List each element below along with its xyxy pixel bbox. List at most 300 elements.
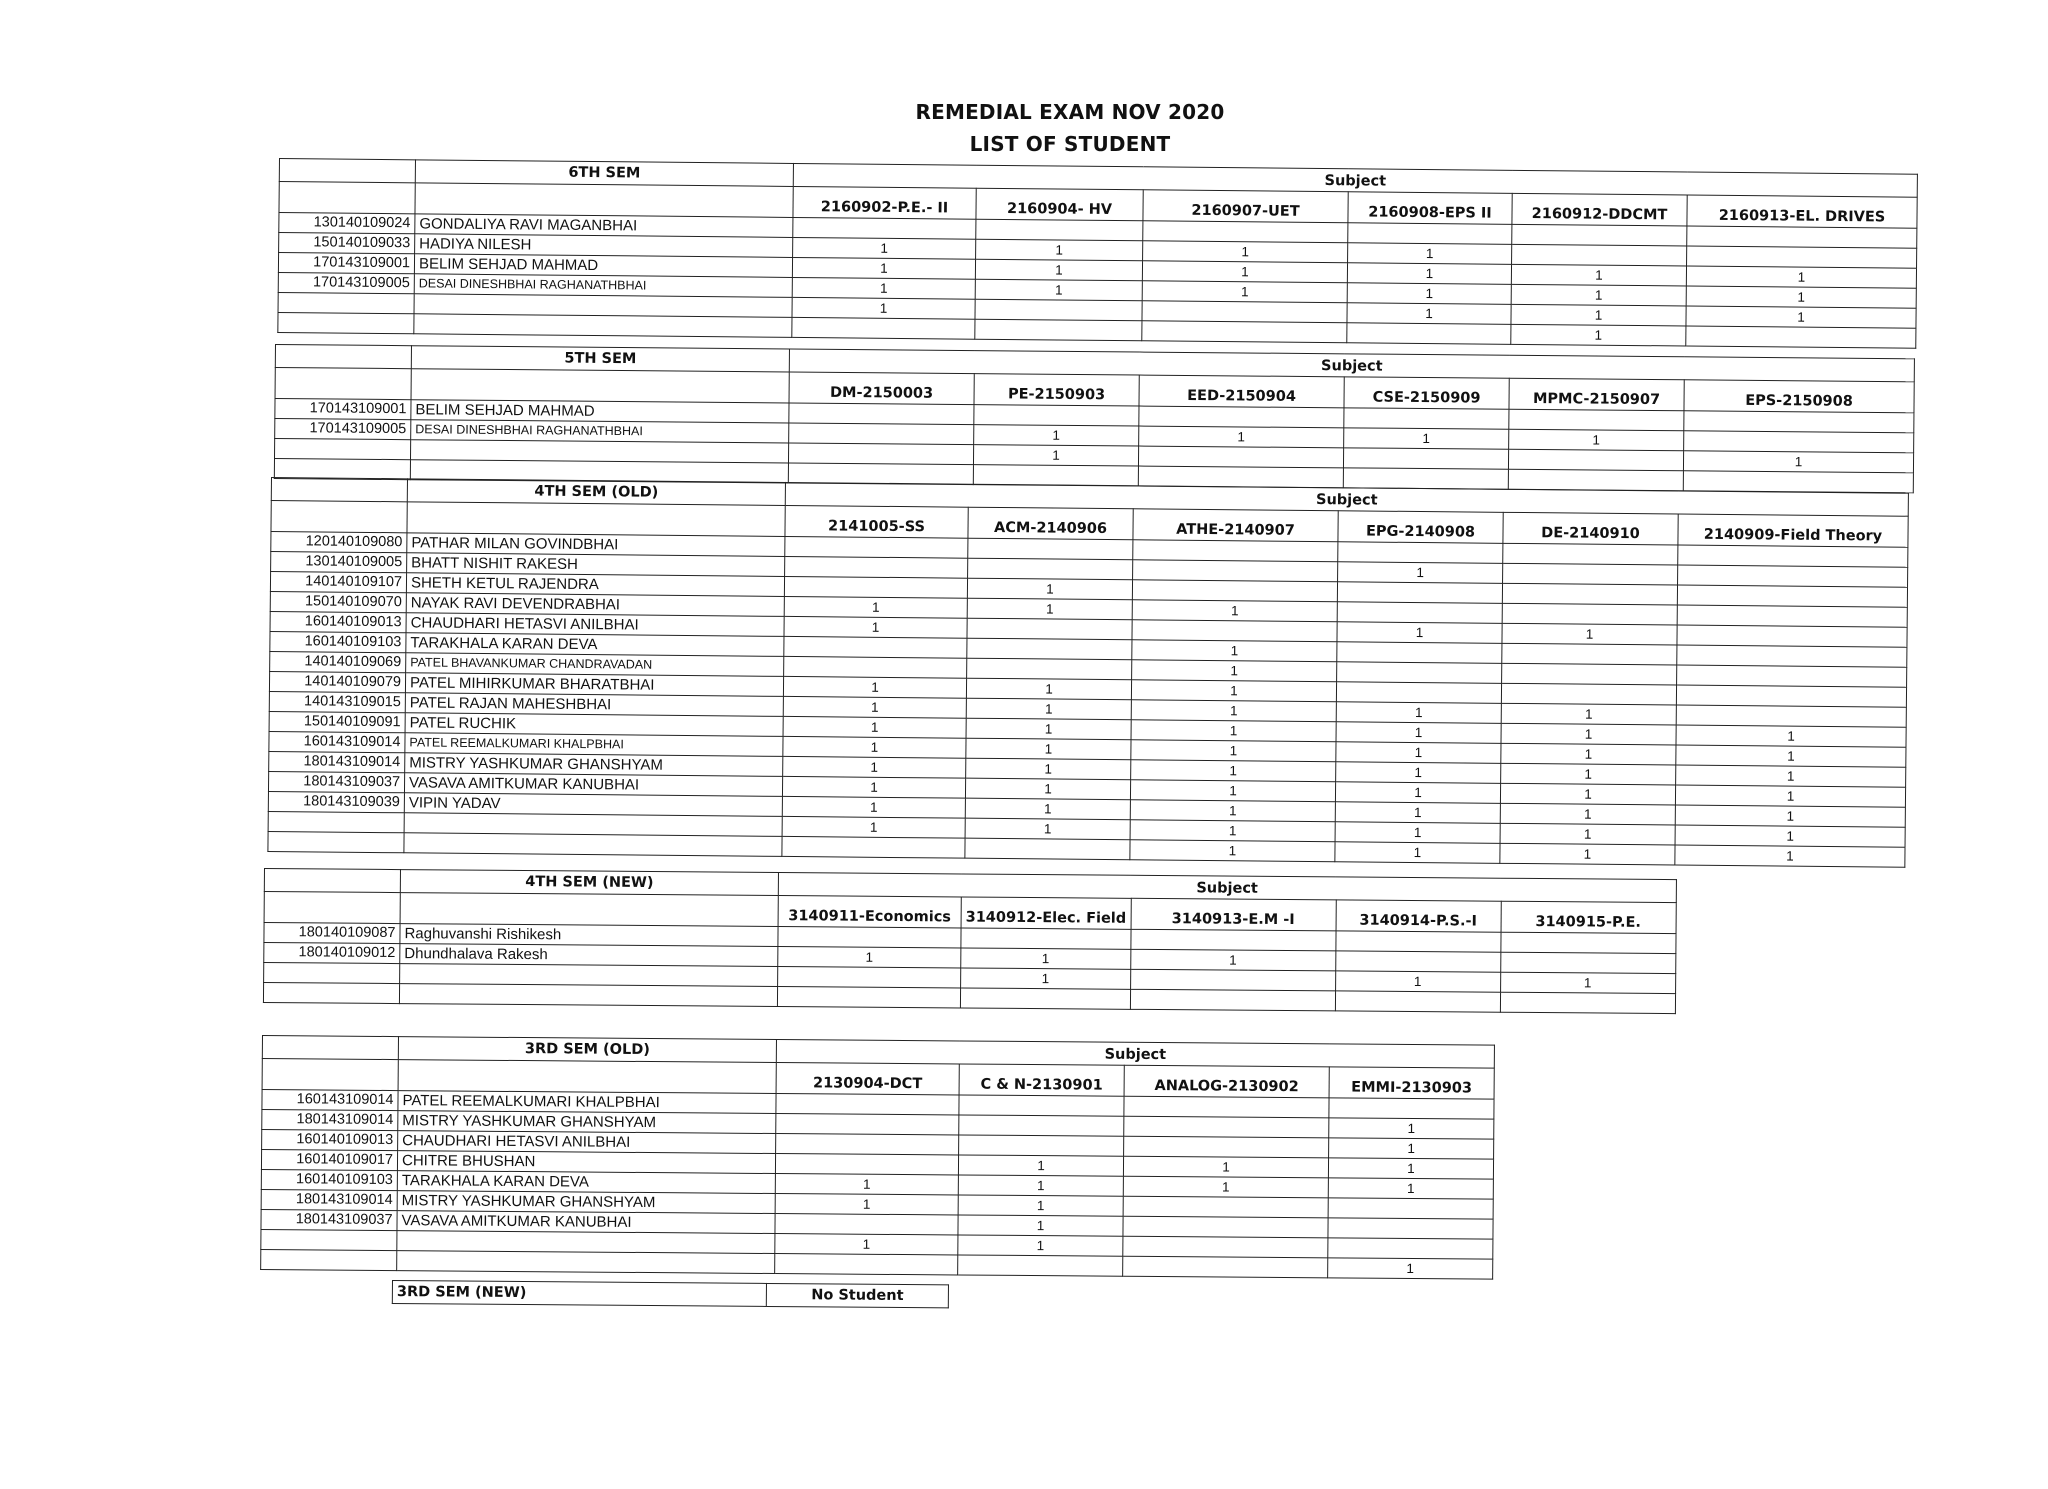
subject-header: EPS-2150908 [1684,380,1914,413]
subject-mark: 1 [1501,763,1676,785]
subject-mark [1500,932,1675,953]
enrollment-number [261,1249,397,1270]
subject-mark: 1 [961,968,1131,989]
subject-mark: 1 [1131,680,1336,702]
subject-mark: 1 [1130,800,1335,822]
document-subtitle: LIST OF STUDENT [969,132,1171,156]
enrollment-number: 120140109080 [271,532,407,553]
subject-mark: 1 [965,818,1130,840]
subject-group-header: Subject [785,482,1908,516]
subject-mark [778,927,961,948]
subject-mark [789,423,974,445]
subject-header: CSE-2150909 [1344,377,1509,409]
subject-mark: 1 [1335,842,1500,864]
subject-mark: 1 [783,736,966,758]
student-name: DESAI DINESHBHAI RAGHANATHBHAI [411,420,789,443]
enrollment-number: 180140109012 [264,943,400,964]
subject-mark: 1 [1143,241,1348,263]
subject-mark: 1 [1676,765,1906,787]
subject-mark: 1 [782,796,965,818]
subject-mark [967,618,1132,640]
subject-mark [1329,1098,1494,1119]
subject-mark [776,1114,959,1135]
subject-header: C & N-2130901 [959,1064,1124,1096]
student-name: PATEL RUCHIK [405,713,783,737]
semester-name: 3RD SEM (OLD) [398,1037,776,1063]
subject-mark: 1 [1336,702,1501,724]
subject-mark: 1 [778,947,961,968]
subject-mark [959,1135,1124,1156]
blank-cell [271,478,407,502]
subject-mark [1678,545,1908,567]
subject-mark [1502,643,1677,665]
student-name: CHAUDHARI HETASVI ANILBHAI [398,1131,776,1154]
subject-mark: 1 [1336,742,1501,764]
subject-mark: 1 [1675,785,1905,807]
subject-mark: 1 [1347,283,1511,305]
subject-mark: 1 [961,948,1131,969]
student-name: MISTRY YASHKUMAR GHANSHYAM [398,1111,776,1134]
subject-mark: 1 [1337,622,1502,644]
blank-cell [275,368,411,400]
subject-mark [1337,662,1502,684]
subject-mark [1328,1238,1493,1259]
subject-mark [792,317,975,339]
subject-mark: 1 [783,716,966,738]
subject-mark [1683,471,1913,493]
subject-mark: 1 [1329,1138,1494,1159]
student-name: SHETH KETUL RAJENDRA [406,573,784,597]
subject-mark: 1 [1338,562,1503,584]
subject-mark [1337,642,1502,664]
subject-mark [1130,929,1335,951]
subject-mark [959,1095,1124,1116]
enrollment-number [268,831,404,852]
subject-mark [959,1115,1124,1136]
enrollment-number [268,811,404,832]
subject-header: 3140912-Elec. Field [961,897,1131,929]
student-name [404,833,782,857]
subject-mark [1677,665,1907,687]
subject-mark: 1 [965,798,1130,820]
subject-mark: 1 [966,758,1131,780]
subject-mark [1676,685,1906,707]
student-name [399,984,777,1007]
enrollment-number: 160143109014 [262,1090,398,1111]
enrollment-number [278,312,414,333]
enrollment-number: 170143109001 [275,399,411,420]
subject-mark: 1 [1328,1258,1493,1279]
subject-mark [784,636,967,658]
semester-name: 4TH SEM (OLD) [407,479,785,506]
enrollment-number: 160143109014 [269,731,405,752]
subject-header: 3140911-Economics [778,896,961,928]
subject-mark [958,1255,1123,1276]
subject-header: 3140915-P.E. [1501,901,1676,933]
student-name: Dhundhalava Rakesh [400,944,778,967]
student-name: CHAUDHARI HETASVI ANILBHAI [406,613,784,637]
subject-mark [776,1094,959,1115]
subject-header: EPG-2140908 [1338,511,1503,544]
subject-header: PE-2150903 [974,374,1139,406]
blank-cell [262,1036,398,1060]
subject-header: 2140909-Field Theory [1678,514,1908,547]
subject-mark: 1 [958,1175,1123,1196]
enrollment-number [278,292,414,313]
subject-mark [1124,1096,1329,1118]
subject-mark [1123,1216,1328,1238]
student-name: HADIYA NILESH [415,234,793,258]
subject-mark: 1 [958,1155,1123,1176]
subject-mark [1335,991,1500,1012]
subject-mark [1328,1218,1493,1239]
subject-mark: 1 [967,598,1132,620]
student-name: VIPIN YADAV [404,793,782,817]
subject-mark [1343,448,1508,469]
enrollment-number: 130140109005 [271,552,407,573]
subject-mark [1130,969,1335,991]
subject-header: 3140914-P.S.-I [1336,900,1501,932]
subject-mark: 1 [1132,640,1337,662]
subject-mark: 1 [782,816,965,838]
subject-mark [1509,409,1684,431]
student-name [414,314,792,338]
subject-mark: 1 [966,738,1131,760]
subject-mark [784,576,967,598]
subject-mark [785,536,968,558]
subject-mark [775,1254,958,1275]
enrollment-number: 180143109014 [269,751,405,772]
subject-mark: 1 [1344,428,1509,449]
subject-mark: 1 [1131,760,1336,782]
subject-mark: 1 [1139,426,1344,448]
subject-mark [1687,226,1917,248]
subject-mark [976,219,1143,241]
subject-mark: 1 [1509,429,1684,451]
student-name: Raghuvanshi Rishikesh [400,924,778,947]
student-name: MISTRY YASHKUMAR GHANSHYAM [397,1191,775,1214]
subject-mark [1503,543,1678,565]
semester-name: 4TH SEM (NEW) [400,870,778,896]
subject-mark [1343,468,1508,489]
subject-mark: 1 [775,1234,958,1255]
semester-table [277,158,1918,349]
subject-mark [1337,602,1502,624]
subject-mark: 1 [775,1194,958,1215]
enrollment-number: 180143109014 [261,1189,397,1210]
subject-mark [1512,244,1687,266]
semester-table [274,344,1915,493]
subject-mark: 1 [1347,303,1511,325]
subject-mark [778,967,961,988]
enrollment-number: 150140109091 [269,711,405,732]
subject-mark [973,465,1138,486]
subject-mark: 1 [783,696,966,718]
blank-cell [264,869,400,893]
subject-mark [1502,603,1677,625]
blank-cell [415,183,793,218]
subject-mark: 1 [792,257,975,279]
subject-header: ATHE-2140907 [1133,509,1338,542]
subject-mark [1142,301,1347,323]
subject-mark [1508,469,1683,491]
student-name [397,1251,775,1274]
subject-mark: 1 [1328,1158,1493,1179]
subject-mark: 1 [1676,745,1906,767]
subject-mark [775,1214,958,1235]
section-6th-sem [277,158,1918,349]
subject-mark [965,838,1130,860]
enrollment-number: 160140109013 [262,1130,398,1151]
subject-mark: 1 [1142,281,1347,303]
subject-mark: 1 [1511,324,1686,346]
section-4th-sem-new [263,868,1677,1014]
subject-mark [1676,705,1906,727]
semester-table [267,477,1909,868]
subject-mark: 1 [1336,762,1501,784]
subject-header: 3140913-E.M -I [1131,898,1336,931]
subject-group-header: Subject [793,163,1917,197]
subject-mark: 1 [1683,451,1913,473]
semester-table [263,868,1677,1014]
student-name: PATEL REEMALKUMARI KHALPBHAI [405,733,783,757]
subject-mark [1677,605,1907,627]
subject-mark [782,836,965,858]
subject-mark [1132,580,1337,602]
subject-mark [1335,931,1500,952]
subject-mark: 1 [1500,783,1675,805]
subject-mark [1133,540,1338,562]
subject-mark: 1 [975,259,1142,281]
subject-mark [960,988,1130,1009]
enrollment-number: 140140109107 [270,572,406,593]
enrollment-number: 160140109103 [270,631,406,652]
subject-mark [776,1134,959,1155]
subject-mark [1123,1256,1328,1278]
student-name: CHITRE BHUSHAN [397,1151,775,1174]
document-title: REMEDIAL EXAM NOV 2020 [915,100,1225,124]
subject-mark [975,319,1142,341]
subject-mark: 1 [1675,805,1905,827]
subject-mark [975,299,1142,321]
subject-header: ACM-2140906 [968,507,1133,540]
student-name: BELIM SEHJAD MAHMAD [414,254,792,278]
subject-mark: 1 [1500,972,1675,993]
subject-mark [1684,411,1914,433]
subject-mark: 1 [1686,286,1916,308]
subject-mark: 1 [966,718,1131,740]
enrollment-number [261,1229,397,1250]
subject-mark [1138,446,1343,468]
subject-mark: 1 [1131,700,1336,722]
student-name: GONDALIYA RAVI MAGANBHAI [415,214,793,238]
subject-mark [1500,992,1675,1013]
subject-mark: 1 [1123,1176,1328,1198]
subject-mark [974,405,1139,426]
subject-mark: 1 [784,616,967,638]
subject-mark: 1 [1500,803,1675,825]
subject-mark: 1 [793,237,976,259]
student-name: PATEL RAJAN MAHESHBHAI [405,693,783,717]
subject-mark: 1 [1132,660,1337,682]
subject-mark: 1 [783,756,966,778]
subject-header: 2160912-DDCMT [1512,193,1687,226]
student-name: TARAKHALA KARAN DEVA [397,1171,775,1194]
subject-mark: 1 [1130,840,1335,862]
subject-header: 2160907-UET [1143,190,1348,223]
student-name: VASAVA AMITKUMAR KANUBHAI [397,1211,775,1234]
subject-mark: 1 [966,678,1131,700]
subject-mark: 1 [1132,600,1337,622]
subject-mark [1143,221,1348,243]
subject-mark [788,443,973,465]
subject-mark [1678,565,1908,587]
subject-mark [1677,645,1907,667]
subject-mark: 1 [1130,820,1335,842]
subject-group-header: Subject [778,873,1676,903]
enrollment-number: 170143109005 [275,419,411,440]
enrollment-number: 160140109013 [270,611,406,632]
subject-group-header: Subject [776,1040,1494,1069]
subject-mark: 1 [1131,720,1336,742]
semester-table [260,1035,1495,1280]
subject-mark: 1 [1675,845,1905,867]
subject-mark [1142,321,1347,343]
subject-mark [1337,582,1502,604]
subject-mark: 1 [1502,623,1677,645]
subject-mark: 1 [792,277,975,299]
section-3rd-sem-new [392,1280,949,1308]
subject-mark [1501,683,1676,705]
enrollment-number: 150140109033 [279,233,415,254]
subject-mark: 1 [775,1174,958,1195]
subject-mark [793,217,976,239]
subject-header: DM-2150003 [789,372,974,405]
subject-mark [1344,408,1509,429]
enrollment-number: 150140109070 [270,591,406,612]
subject-mark [789,403,974,425]
subject-header: 2130904-DCT [776,1063,959,1095]
subject-mark: 1 [1675,825,1905,847]
subject-mark: 1 [965,778,1130,800]
section-5th-sem [274,344,1915,493]
subject-mark: 1 [1500,823,1675,845]
subject-mark: 1 [1686,306,1916,328]
subject-mark [1502,663,1677,685]
subject-header: 2160902-P.E.- II [793,186,976,219]
subject-mark [1503,563,1678,585]
student-name: PATHAR MILAN GOVINDBHAI [407,533,785,557]
student-name: DESAI DINESHBHAI RAGHANATHBHAI [414,274,792,298]
subject-mark: 1 [1511,304,1686,326]
enrollment-number: 160140109017 [261,1150,397,1171]
subject-mark [1124,1136,1329,1158]
subject-mark: 1 [958,1235,1123,1256]
section-3rd-sem-old [260,1035,1495,1280]
student-name: BHATT NISHIT RAKESH [407,553,785,577]
blank-cell [279,159,415,183]
enrollment-number [263,983,399,1004]
enrollment-number: 180143109037 [268,771,404,792]
subject-mark: 1 [1130,949,1335,971]
subject-mark: 1 [966,698,1131,720]
enrollment-number: 170143109001 [278,253,414,274]
subject-header: MPMC-2150907 [1509,378,1684,411]
blank-cell [262,1059,398,1091]
student-name: PATEL BHAVANKUMAR CHANDRAVADAN [406,653,784,677]
subject-mark [785,556,968,578]
subject-header: 2160904- HV [976,188,1143,221]
subject-mark [1508,449,1683,471]
subject-mark: 1 [1686,266,1916,288]
subject-mark [1347,323,1511,345]
subject-mark: 1 [1130,780,1335,802]
subject-mark: 1 [1131,740,1336,762]
subject-mark: 1 [1142,261,1347,283]
subject-mark: 1 [784,596,967,618]
subject-header: 2141005-SS [785,505,968,538]
subject-mark: 1 [975,279,1142,301]
subject-mark: 1 [1335,971,1500,992]
blank-cell [271,501,407,533]
subject-mark: 1 [1335,802,1500,824]
subject-mark: 1 [974,425,1139,446]
subject-header: 2160913-EL. DRIVES [1687,195,1917,228]
subject-mark: 1 [1335,782,1500,804]
subject-mark [1123,1236,1328,1258]
subject-mark [1684,431,1914,453]
student-name: NAYAK RAVI DEVENDRABHAI [406,593,784,617]
subject-mark: 1 [1329,1118,1494,1139]
subject-mark [775,1154,958,1175]
enrollment-number [275,439,411,460]
enrollment-number [264,963,400,984]
section-4th-sem-old [267,477,1909,868]
student-name: MISTRY YASHKUMAR GHANSHYAM [405,753,783,777]
blank-cell [400,893,778,927]
subject-mark [1336,682,1501,704]
subject-mark: 1 [792,297,975,319]
subject-mark: 1 [1328,1178,1493,1199]
subject-mark: 1 [1511,264,1686,286]
subject-mark: 1 [1501,723,1676,745]
subject-mark [967,638,1132,660]
sem3new-status: No Student [766,1283,948,1307]
blank-cell [264,892,400,924]
subject-mark [1139,406,1344,428]
subject-mark [1130,989,1335,1011]
subject-mark: 1 [783,676,966,698]
subject-mark [1686,326,1916,348]
subject-mark: 1 [1347,263,1511,285]
enrollment-number: 160140109103 [261,1169,397,1190]
semester-name: 5TH SEM [411,346,789,372]
subject-mark: 1 [1501,743,1676,765]
subject-mark [1124,1116,1329,1138]
subject-mark [1512,224,1687,246]
subject-mark: 1 [1500,843,1675,865]
student-name: BELIM SEHJAD MAHMAD [411,400,789,423]
enrollment-number: 170143109005 [278,272,414,293]
subject-mark [1677,625,1907,647]
blank-cell [398,1060,776,1094]
subject-mark: 1 [1348,243,1512,265]
subject-mark [961,928,1131,949]
blank-cell [279,182,415,214]
subject-mark [1502,583,1677,605]
student-name: TARAKHALA KARAN DEVA [406,633,784,657]
subject-mark [1500,952,1675,973]
